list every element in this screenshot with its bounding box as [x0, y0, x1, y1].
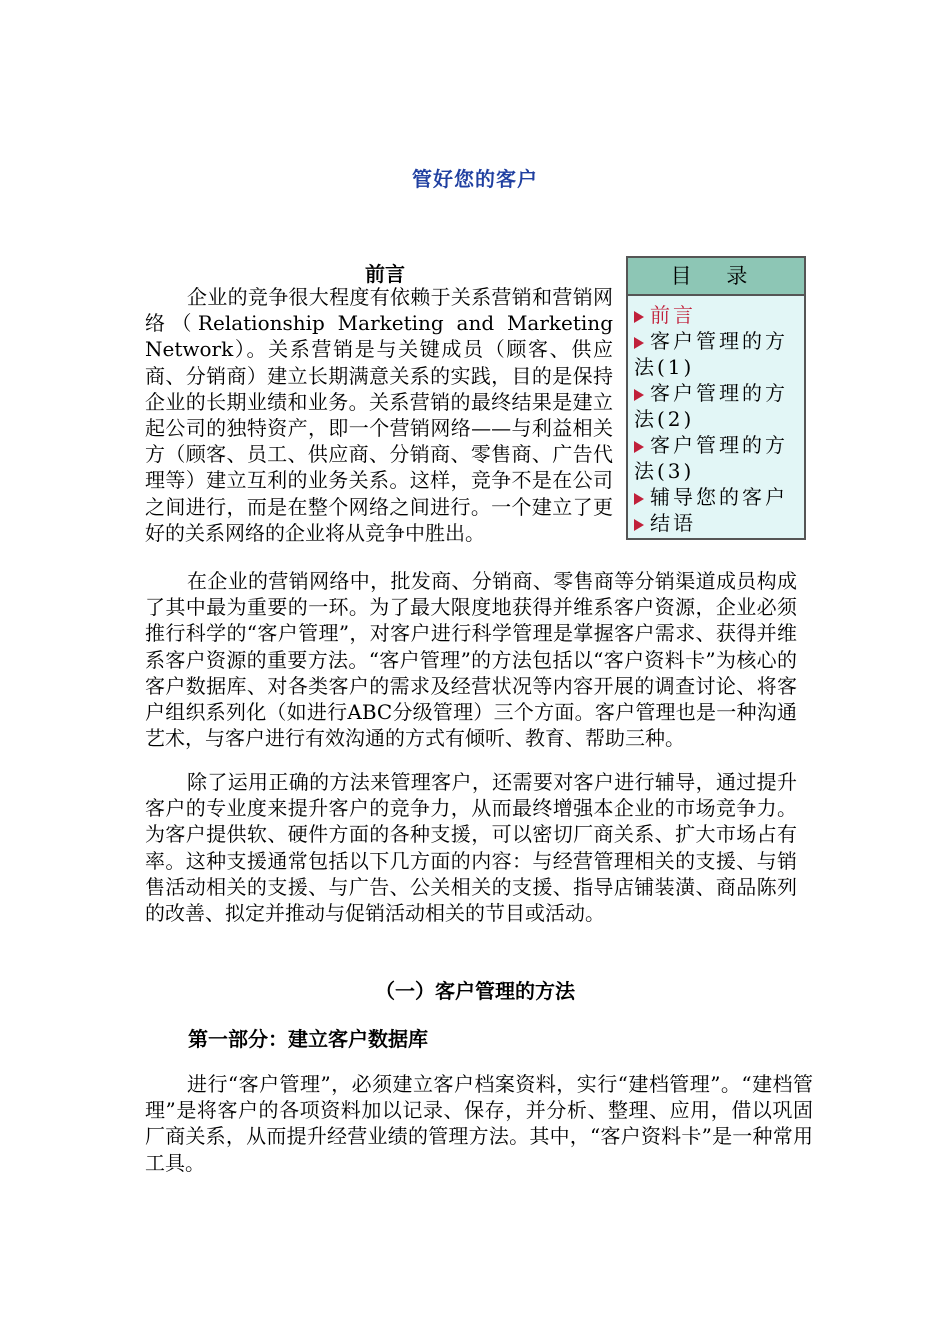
toc-item-label: 客户管理的方法(2): [634, 381, 788, 431]
toc-title: 目 录: [628, 258, 804, 296]
toc-item-label: 前言: [650, 303, 696, 327]
toc-list: [628, 296, 804, 536]
arrow-right-icon: [634, 441, 644, 453]
toc-item-label: 客户管理的方法(1): [634, 329, 788, 379]
toc-item-methods-2[interactable]: [634, 380, 800, 432]
toc-item-methods-1[interactable]: [634, 328, 800, 380]
toc-item-preface[interactable]: [634, 302, 800, 328]
preface-heading: 前言: [365, 262, 405, 286]
arrow-right-icon: [634, 493, 644, 505]
toc-item-conclusion[interactable]: [634, 510, 800, 536]
toc-item-label: 客户管理的方法(3): [634, 433, 788, 483]
section-paragraph: 进行“客户管理”，必须建立客户档案资料，实行“建档管理”。“建档管理”是将客户的各项资料加以记录、保存，并分析、整理、应用，借以巩固厂商关系，从而提升经营业绩的管理方法。其中，“客户资料卡”是一种常用工具。: [145, 1072, 813, 1175]
page-title: 管好您的客户: [412, 167, 538, 191]
table-of-contents: [626, 256, 806, 540]
arrow-right-icon: [634, 389, 644, 401]
preface-paragraph: 企业的竞争很大程度有依赖于关系营销和营销网络（Relationship Marketing and Marketing Network）。关系营销是与关键成员（顾客、供应商、分销商）建立长期满意关系的实践，目的是保持企业的长期业绩和业务。关系营销的最终结果是建立起公司的独特资产，即一个营销网络——与利益相关方（顾客、员工、供应商、分销商、零售商、广告代理等）建立互利的业务关系。这样，竞争不是在公司之间进行，而是在整个网络之间进行。一个建立了更好的关系网络的企业将从竞争中胜出。: [145, 285, 613, 545]
toc-item-label: 结语: [650, 511, 696, 535]
toc-item-label: 辅导您的客户: [650, 485, 788, 509]
arrow-right-icon: [634, 519, 644, 531]
toc-item-coaching[interactable]: [634, 484, 800, 510]
arrow-right-icon: [634, 311, 644, 323]
arrow-right-icon: [634, 337, 644, 349]
section-heading: （一）客户管理的方法: [375, 979, 575, 1003]
preface-paragraph: 除了运用正确的方法来管理客户，还需要对客户进行辅导，通过提升客户的专业度来提升客户的竞争力，从而最终增强本企业的市场竞争力。为客户提供软、硬件方面的各种支援，可以密切厂商关系、扩大市场占有率。这种支援通常包括以下几方面的内容：与经营管理相关的支援、与销售活动相关的支援、与广告、公关相关的支援、指导店铺装潢、商品陈列的改善、拟定并推动与促销活动相关的节目或活动。: [145, 770, 797, 926]
toc-item-methods-3[interactable]: [634, 432, 800, 484]
preface-paragraph: 在企业的营销网络中，批发商、分销商、零售商等分销渠道成员构成了其中最为重要的一环。为了最大限度地获得并维系客户资源，企业必须推行科学的“客户管理”，对客户进行科学管理是掌握客户需求、获得并维系客户资源的重要方法。“客户管理”的方法包括以“客户资料卡”为核心的客户数据库、对各类客户的需求及经营状况等内容开展的调查讨论、将客户组织系列化（如进行ABC分级管理）三个方面。客户管理也是一种沟通艺术，与客户进行有效沟通的方式有倾听、教育、帮助三种。: [145, 569, 797, 751]
subsection-heading: 第一部分：建立客户数据库: [188, 1027, 428, 1051]
